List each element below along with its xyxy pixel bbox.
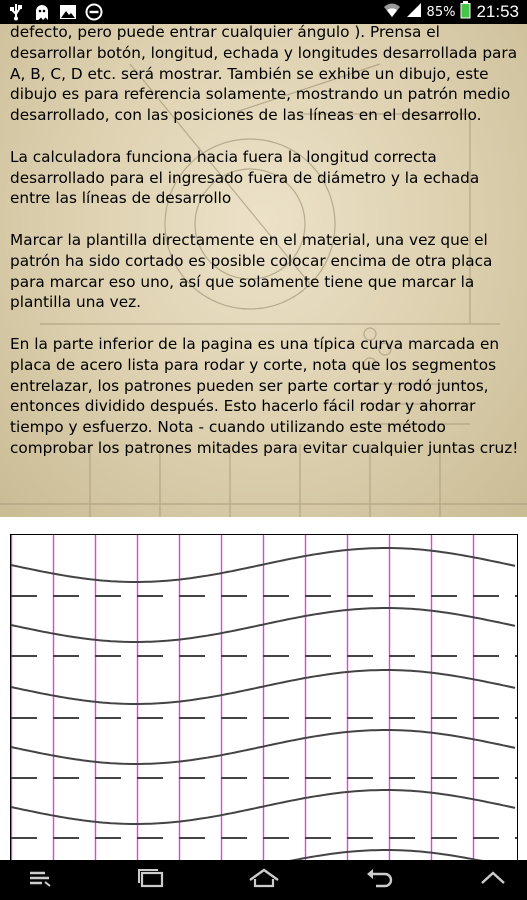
- menu-icon: [27, 868, 53, 892]
- back-button[interactable]: [357, 860, 401, 900]
- instructions-paragraph: Marcar la plantilla directamente en el material, una vez que el patrón ha sido cortado es posible colocar encima de otra placa para marcar eso uno, así que solamente tiene que marcar la plantilla una vez.: [10, 230, 493, 312]
- back-icon: [363, 867, 395, 893]
- instructions-panel: [0, 24, 527, 517]
- instructions-paragraph: La calculadora funciona hacia fuera la longitud correcta desarrollado para el ingresado fuera de diámetro y la echada entre las líneas de desarrollo: [10, 147, 480, 208]
- content-area: [0, 24, 527, 860]
- home-button[interactable]: [240, 860, 288, 900]
- signal-icon: [406, 2, 422, 22]
- home-icon: [246, 867, 282, 893]
- usb-icon: [6, 2, 26, 22]
- ghost-app-icon: [32, 2, 52, 22]
- battery-icon: [460, 1, 471, 23]
- menu-button[interactable]: [20, 860, 60, 900]
- instructions-paragraph: defecto, pero puede entrar cualquier ángulo ). Prensa el desarrollar botón, longitud, echada y longitudes desarrollada para A, B, C, D etc. será mostrar. También se exhibe un dibujo, este dibujo es para referencia solamente, mostrando un patrón medio desarrollado, con las posiciones de las líneas en el desarrollo.: [10, 24, 518, 125]
- development-pattern-drawing: [10, 534, 518, 860]
- recent-apps-icon: [136, 868, 166, 892]
- battery-percent: 85%: [426, 4, 456, 20]
- recent-apps-button[interactable]: [128, 860, 174, 900]
- expand-button[interactable]: [473, 860, 513, 900]
- clock: 21:53: [476, 2, 519, 21]
- chevron-up-icon: [479, 869, 507, 891]
- navigation-bar: [0, 860, 527, 900]
- wifi-icon: [383, 2, 401, 22]
- pattern-svg: [11, 535, 517, 860]
- image-notification-icon: [58, 2, 78, 22]
- instructions-paragraph: En la parte inferior de la pagina es una típica curva marcada en placa de acero lista para rodar y corte, nota que los segmentos entrelazar, los patrones pueden ser parte cortar y rodó juntos, entonces dividido después. Esto hacerlo fácil rodar y ahorrar tiempo y esfuerzo. Nota - cuando utilizando este método comprobar los patrones mitades para evitar cualquier juntas cruz!: [10, 334, 519, 457]
- status-bar: [0, 0, 527, 24]
- minus-circle-icon: [84, 2, 104, 22]
